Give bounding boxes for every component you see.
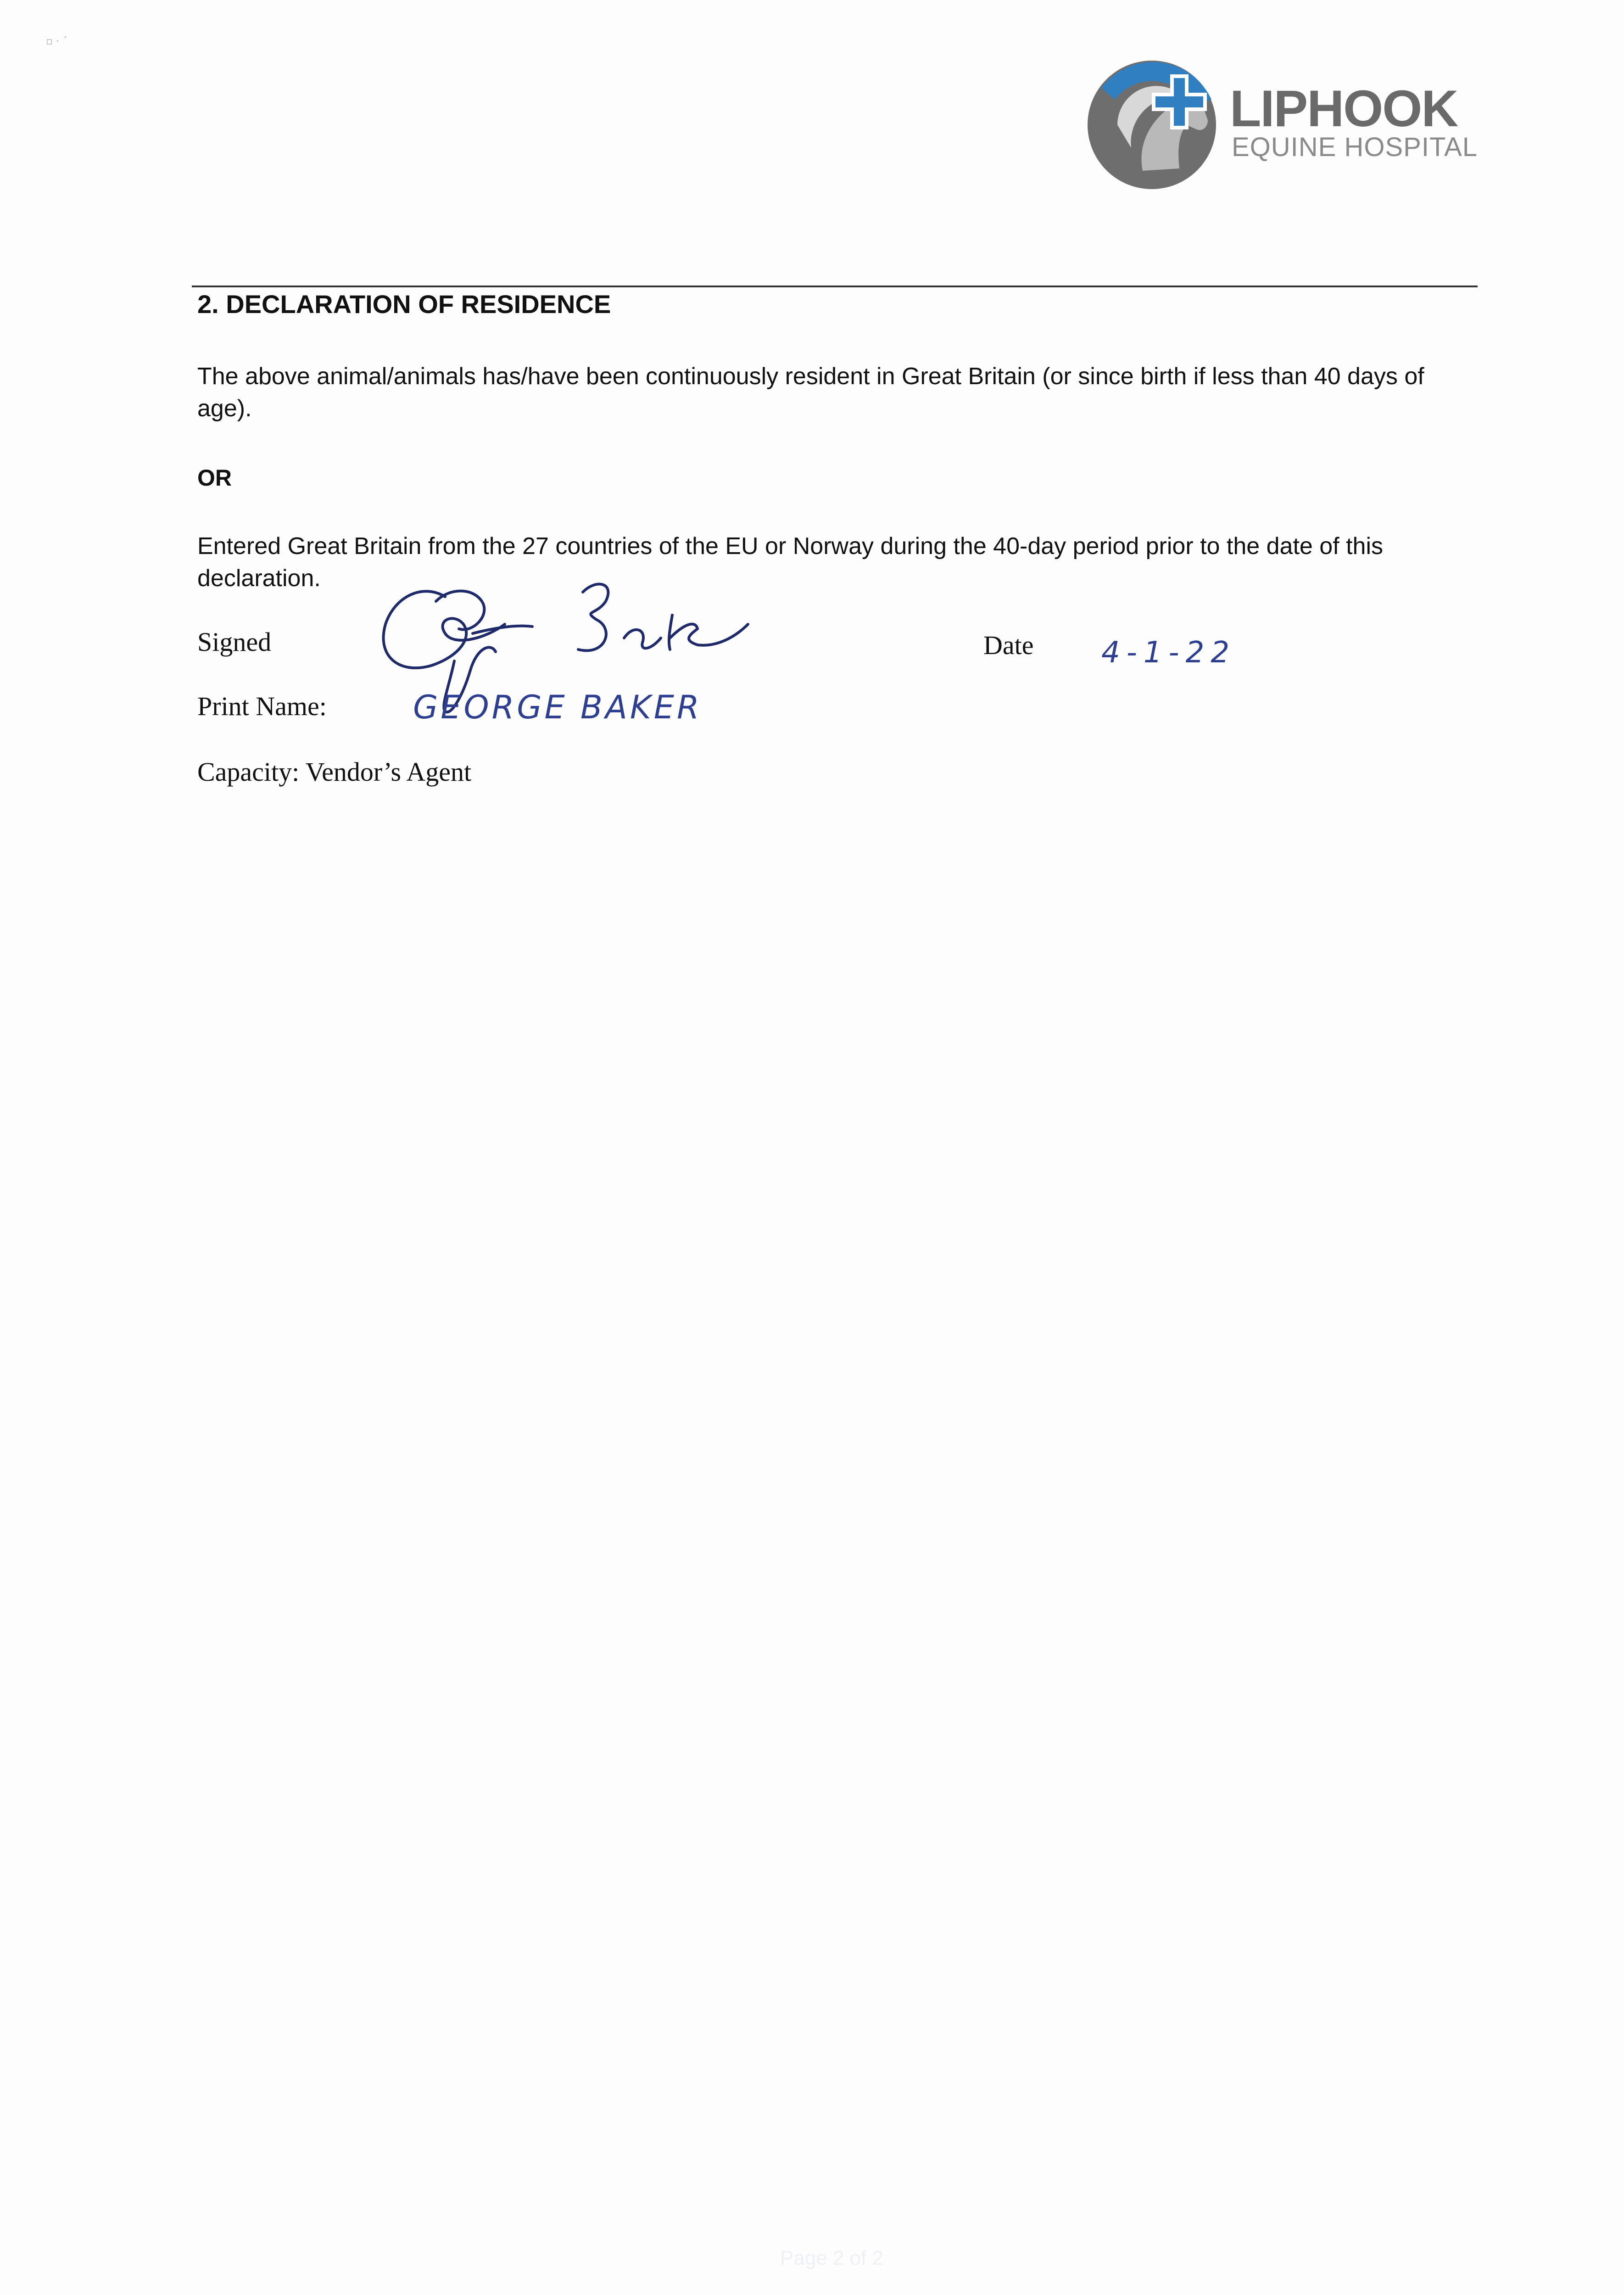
print-name-value: GEORGE BAKER [413,688,702,726]
page-footer: Page 2 of 2 [780,2247,884,2269]
capacity-text: Capacity: Vendor’s Agent [197,757,472,787]
print-name-label: Print Name: [197,691,327,721]
date-label: Date [983,630,1034,660]
logo-subtitle: EQUINE HOSPITAL [1232,132,1478,162]
entry-paragraph: Entered Great Britain from the 27 countries of the EU or Norway during the 40-day period prior to the date of this declaration. [197,533,1384,592]
section-heading: 2. DECLARATION OF RESIDENCE [197,290,611,319]
section-divider [192,285,1478,287]
liphook-logo [1088,56,1478,194]
logo-name: LIPHOOK [1230,80,1458,137]
date-value: 4-1-22 [1101,636,1236,670]
residence-paragraph: The above animal/animals has/have been continuously resident in Great Britain (or since birth if less than 40 days of age). [197,363,1424,422]
horse-head-icon [1088,56,1225,194]
or-label: OR [197,465,232,491]
signed-label: Signed [197,627,272,657]
scan-marks: ▫ · ˊ [46,36,67,47]
